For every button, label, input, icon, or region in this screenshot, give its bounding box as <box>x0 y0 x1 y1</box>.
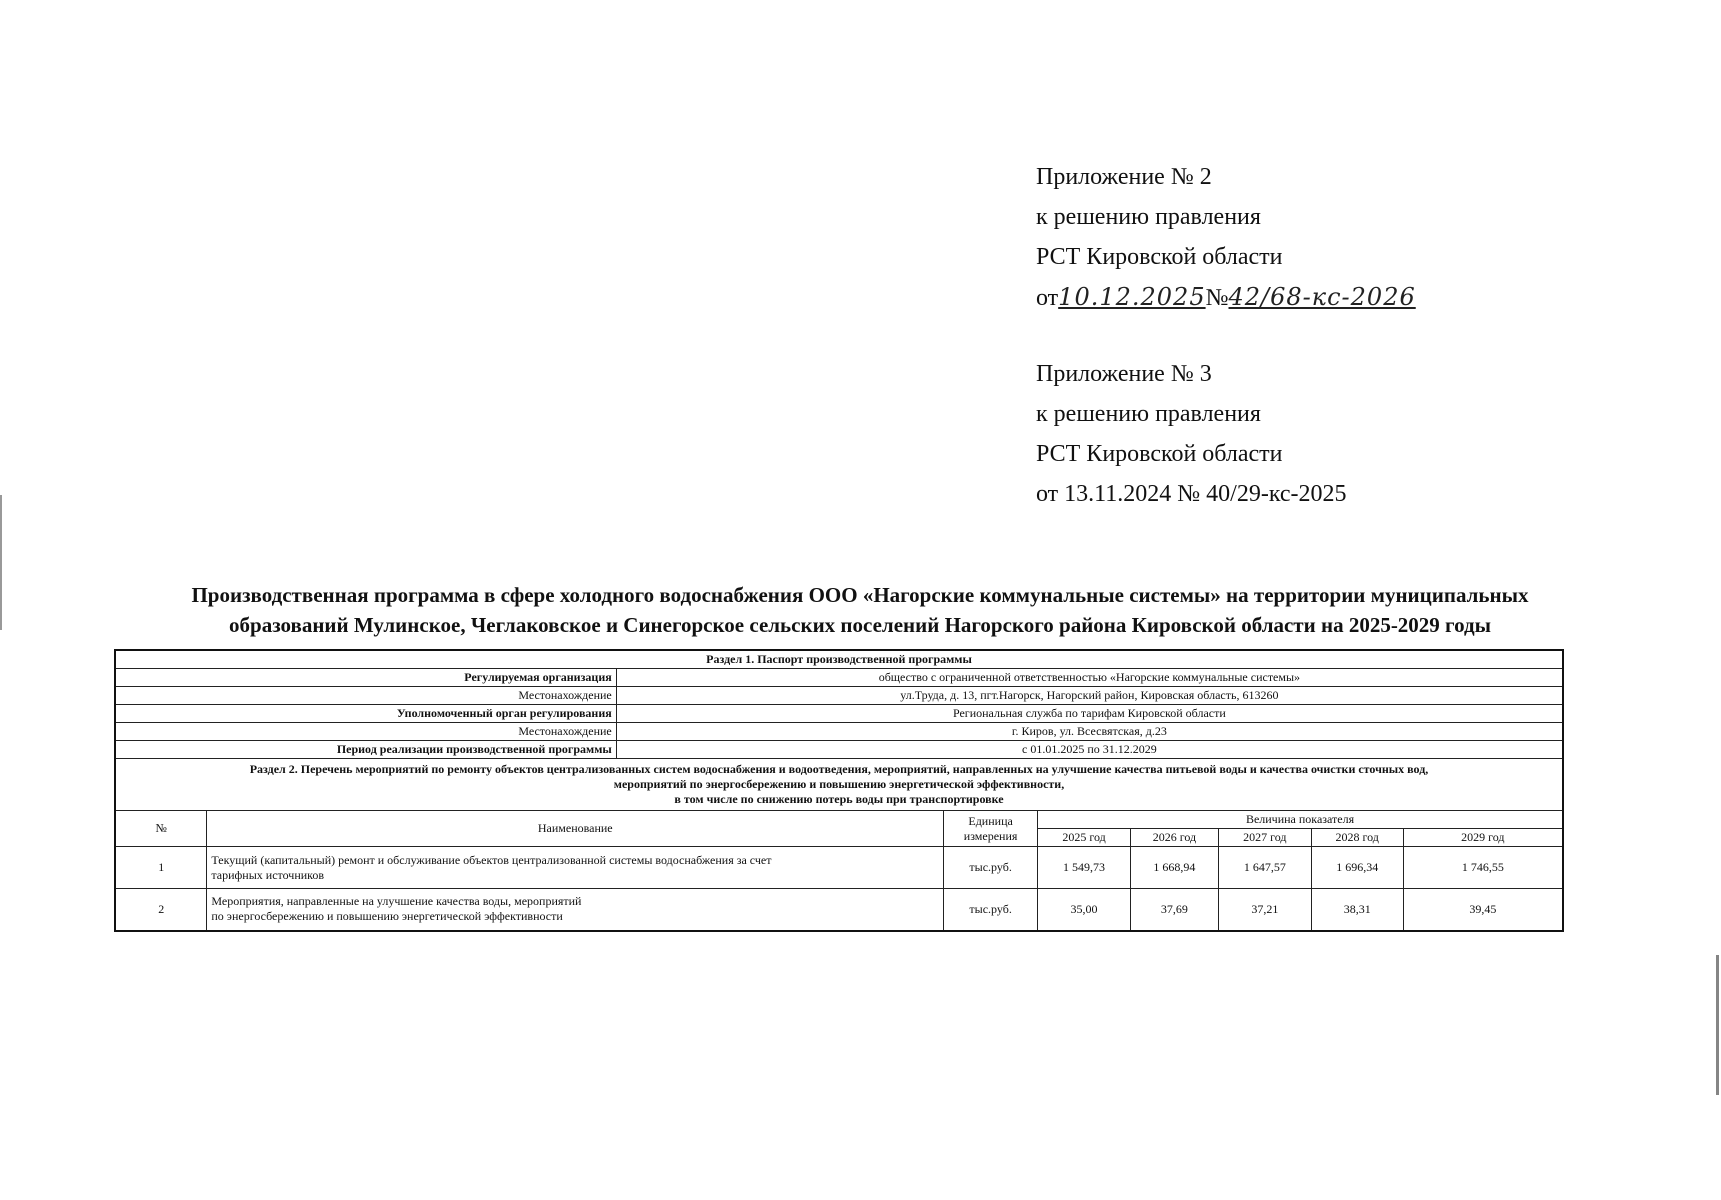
row-name <box>207 847 944 889</box>
passport-value-period: с 01.01.2025 по 31.12.2029 <box>616 741 1563 759</box>
section-2-header-line-1: Раздел 2. Перечень мероприятий по ремонту объектов централизованных систем водоснабжения и водоотведения, мероприятий, направленных на улучшение качества питьевой воды и качества очистки сточных вод, <box>249 762 1429 776</box>
row-value: 1 549,73 <box>1038 847 1131 889</box>
column-header-number: № <box>115 811 207 847</box>
passport-row <box>115 687 1563 705</box>
appendix-2-handwritten-number: 42/68-кс-2026 <box>1228 283 1416 311</box>
passport-row <box>115 669 1563 687</box>
appendix-2-title: Приложение № 2 <box>1036 164 1212 190</box>
row-value: 37,21 <box>1218 889 1311 931</box>
row-number: 2 <box>115 889 207 931</box>
column-header-unit-line-2: измерения <box>963 828 1018 843</box>
appendix-3-decision: к решению правления <box>1036 401 1261 427</box>
appendix-2-from: от <box>1036 285 1059 311</box>
passport-label-regulator-location: Местонахождение <box>115 723 616 741</box>
appendix-2-handwritten-date: 10.12.2025 <box>1058 283 1206 311</box>
row-value: 1 647,57 <box>1218 847 1311 889</box>
passport-label-regulator: Уполномоченный орган регулирования <box>115 705 616 723</box>
row-value: 1 746,55 <box>1403 847 1563 889</box>
row-name-line-1: Мероприятия, направленные на улучшение качества воды, мероприятий <box>211 894 582 909</box>
passport-label-organization: Регулируемая организация <box>115 669 616 687</box>
column-header-name: Наименование <box>207 811 944 847</box>
row-unit: тыс.руб. <box>944 889 1038 931</box>
passport-label-location: Местонахождение <box>115 687 616 705</box>
row-value: 35,00 <box>1038 889 1131 931</box>
scan-edge-mark-left <box>0 495 2 630</box>
passport-value-regulator: Региональная служба по тарифам Кировской области <box>616 705 1563 723</box>
passport-value-location: ул.Труда, д. 13, пгт.Нагорск, Нагорский район, Кировская область, 613260 <box>616 687 1563 705</box>
appendix-3-title: Приложение № 3 <box>1036 361 1212 387</box>
section-1-header: Раздел 1. Паспорт производственной программы <box>115 650 1563 669</box>
appendix-3-authority: РСТ Кировской области <box>1036 441 1283 467</box>
row-value: 38,31 <box>1311 889 1403 931</box>
passport-label-period: Период реализации производственной программы <box>115 741 616 759</box>
appendix-3-date-line: от 13.11.2024 № 40/29-кс-2025 <box>1036 481 1347 507</box>
section-2-header <box>115 759 1563 811</box>
passport-value-regulator-location: г. Киров, ул. Всесвятская, д.23 <box>616 723 1563 741</box>
appendix-2-no-sign: № <box>1205 285 1229 311</box>
program-title-line-2: образований Мулинское, Чеглаковское и Синегорское сельских поселений Нагорского района Кировской области на 2025-2029 годы <box>229 613 1491 637</box>
appendix-2-block <box>1036 157 1416 318</box>
column-header-year: 2026 год <box>1130 829 1218 847</box>
appendix-2-date-line <box>1036 277 1416 318</box>
row-name-line-1: Текущий (капитальный) ремонт и обслуживание объектов централизованной системы водоснабжения за счет <box>211 852 772 867</box>
row-value: 39,45 <box>1403 889 1563 931</box>
program-title <box>110 580 1610 640</box>
appendix-2-decision: к решению правления <box>1036 204 1261 230</box>
column-header-year: 2027 год <box>1218 829 1311 847</box>
table-row <box>115 889 1563 931</box>
passport-row <box>115 723 1563 741</box>
passport-row <box>115 741 1563 759</box>
passport-value-organization: общество с ограниченной ответственностью «Нагорские коммунальные системы» <box>616 669 1563 687</box>
appendix-2-authority: РСТ Кировской области <box>1036 244 1283 270</box>
program-table <box>114 649 1564 932</box>
scan-edge-mark-right <box>1716 955 1719 1095</box>
passport-row <box>115 705 1563 723</box>
section-2-header-line-3: в том числе по снижению потерь воды при транспортировке <box>674 792 1004 806</box>
program-title-line-1: Производственная программа в сфере холодного водоснабжения ООО «Нагорские коммунальные системы» на территории муниципальных <box>191 583 1529 607</box>
row-name-line-2: тарифных источников <box>211 867 325 882</box>
column-header-value: Величина показателя <box>1038 811 1563 829</box>
appendix-3-block <box>1036 354 1347 514</box>
row-unit: тыс.руб. <box>944 847 1038 889</box>
row-value: 37,69 <box>1130 889 1218 931</box>
column-header-unit-line-1: Единица <box>968 813 1013 828</box>
row-number: 1 <box>115 847 207 889</box>
column-header-year: 2029 год <box>1403 829 1563 847</box>
column-header-year: 2025 год <box>1038 829 1131 847</box>
row-value: 1 696,34 <box>1311 847 1403 889</box>
table-row <box>115 847 1563 889</box>
row-name-line-2: по энергосбережению и повышению энергетической эффективности <box>211 909 563 924</box>
section-2-header-line-2: мероприятий по энергосбережению и повышению энергетической эффективности, <box>613 777 1065 791</box>
column-header-year: 2028 год <box>1311 829 1403 847</box>
column-header-unit <box>944 811 1038 847</box>
row-name <box>207 889 944 931</box>
row-value: 1 668,94 <box>1130 847 1218 889</box>
